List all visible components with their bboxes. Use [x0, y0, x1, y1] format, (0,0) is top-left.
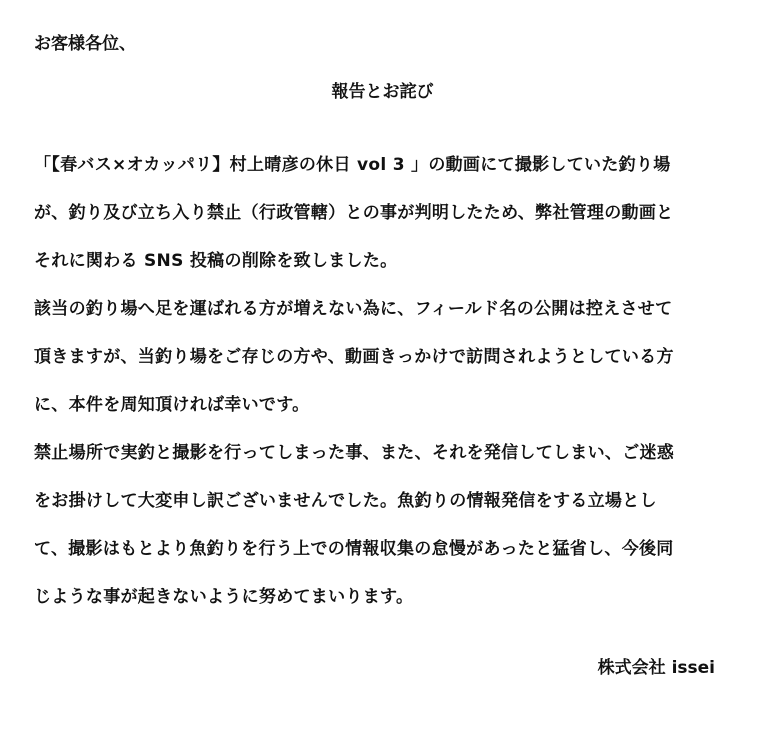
body-line: をお掛けして大変申し訳ございませんでした。魚釣りの情報発信をする立場とし: [34, 491, 657, 511]
body-line: 該当の釣り場へ足を運ばれる方が増えない為に、フィールド名の公開は控えさせて: [34, 299, 673, 319]
page-title: 報告とお詫び: [331, 82, 434, 102]
greeting: お客様各位、: [34, 34, 136, 54]
body-line: 禁止場所で実釣と撮影を行ってしまった事、また、それを発信してしまい、ご迷惑: [34, 443, 675, 463]
body-line: それに関わる SNS 投稿の削除を致しました。: [34, 251, 398, 271]
body-line: が、釣り及び立ち入り禁止（行政管轄）との事が判明したため、弊社管理の動画と: [34, 203, 674, 223]
body-line: じような事が起きないように努めてまいります。: [34, 587, 414, 607]
body-line: て、撮影はもとより魚釣りを行う上での情報収集の怠慢があったと猛省し、今後同: [34, 539, 674, 559]
body-line: に、本件を周知頂ければ幸いです。: [34, 395, 310, 415]
body-line: 頂きますが、当釣り場をご存じの方や、動画きっかけで訪問されようとしている方: [34, 347, 674, 367]
company-signature: 株式会社 issei: [597, 658, 715, 678]
body-line: 「【春バス×オカッパリ】村上晴彦の休日 vol 3 」の動画にて撮影していた釣り場: [34, 155, 671, 175]
